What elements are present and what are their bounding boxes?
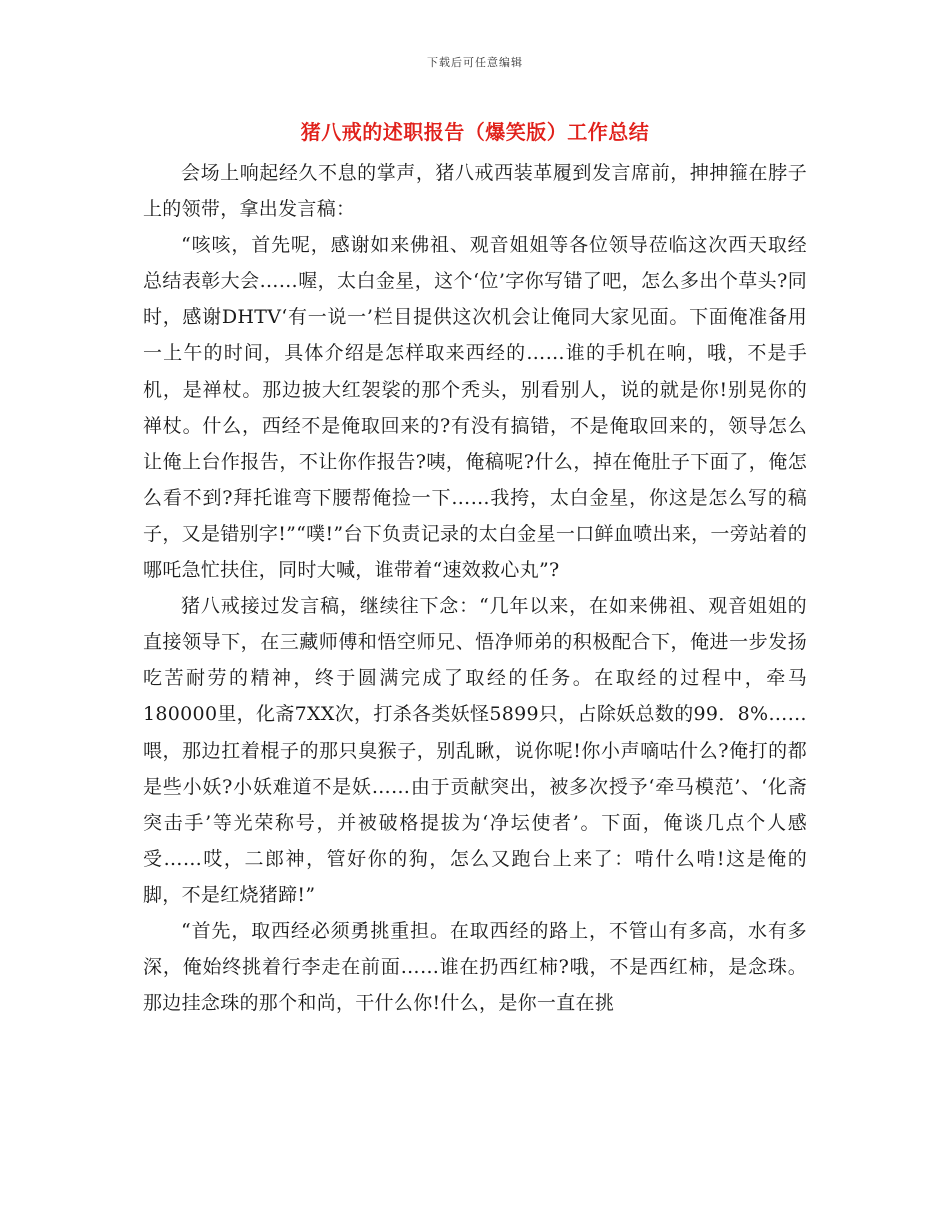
paragraph: “咳咳，首先呢，感谢如来佛祖、观音姐姐等各位领导莅临这次西天取经总结表彰大会……喔，太白金星，这个‘位’字你写错了吧，怎么多出个草头?同时，感谢DHTV‘有一说一’栏目提供这次机会让俺同大家见面。下面俺准备用一上午的时间，具体介绍是怎样取来西经的……谁的手机在响，哦，不是手机，是禅杖。那边披大红袈裟的那个秃头，别看别人，说的就是你!别晃你的禅杖。什么，西经不是俺取回来的?有没有搞错，不是俺取回来的，领导怎么让俺上台作报告，不让你作报告?咦，俺稿呢?什么，掉在俺肚子下面了，俺怎么看不到?拜托谁弯下腰帮俺捡一下……我挎，太白金星，你这是怎么写的稿子，又是错别字!”“噗!”台下负责记录的太白金星一口鲜血喷出来，一旁站着的哪吒急忙扶住，同时大喊，谁带着“速效救心丸”? [143,234,807,582]
paragraph: 会场上响起经久不息的掌声，猪八戒西装革履到发言席前，抻抻箍在脖子上的领带，拿出发言稿： [143,162,807,221]
page-header-note: 下载后可任意编辑 [427,56,523,69]
paragraph: “首先，取西经必须勇挑重担。在取西经的路上，不管山有多高，水有多深，俺始终挑着行李走在前面……谁在扔西红柿?哦，不是西红柿，是念珠。那边挂念珠的那个和尚，干什么你!什么，是你一直在挑 [143,919,807,1015]
document-body [143,155,807,1021]
paragraph: 猪八戒接过发言稿，继续往下念：“几年以来，在如来佛祖、观音姐姐的直接领导下，在三藏师傅和悟空师兄、悟净师弟的积极配合下，俺进一步发扬吃苦耐劳的精神，终于圆满完成了取经的任务。在取经的过程中，牵马180000里，化斋7XX次，打杀各类妖怪5899只，占除妖总数的99．8%……喂，那边扛着棍子的那只臭猴子，别乱瞅，说你呢!你小声嘀咕什么?俺打的都是些小妖?小妖难道不是妖……由于贡献突出，被多次授予‘牵马模范’、‘化斋突击手’等光荣称号，并被破格提拔为‘净坛使者’。下面，俺谈几点个人感受……哎，二郎神，管好你的狗，怎么又跑台上来了：啃什么啃!这是俺的脚，不是红烧猪蹄!” [143,595,807,906]
document-title: 猪八戒的述职报告（爆笑版）工作总结 [300,120,650,144]
